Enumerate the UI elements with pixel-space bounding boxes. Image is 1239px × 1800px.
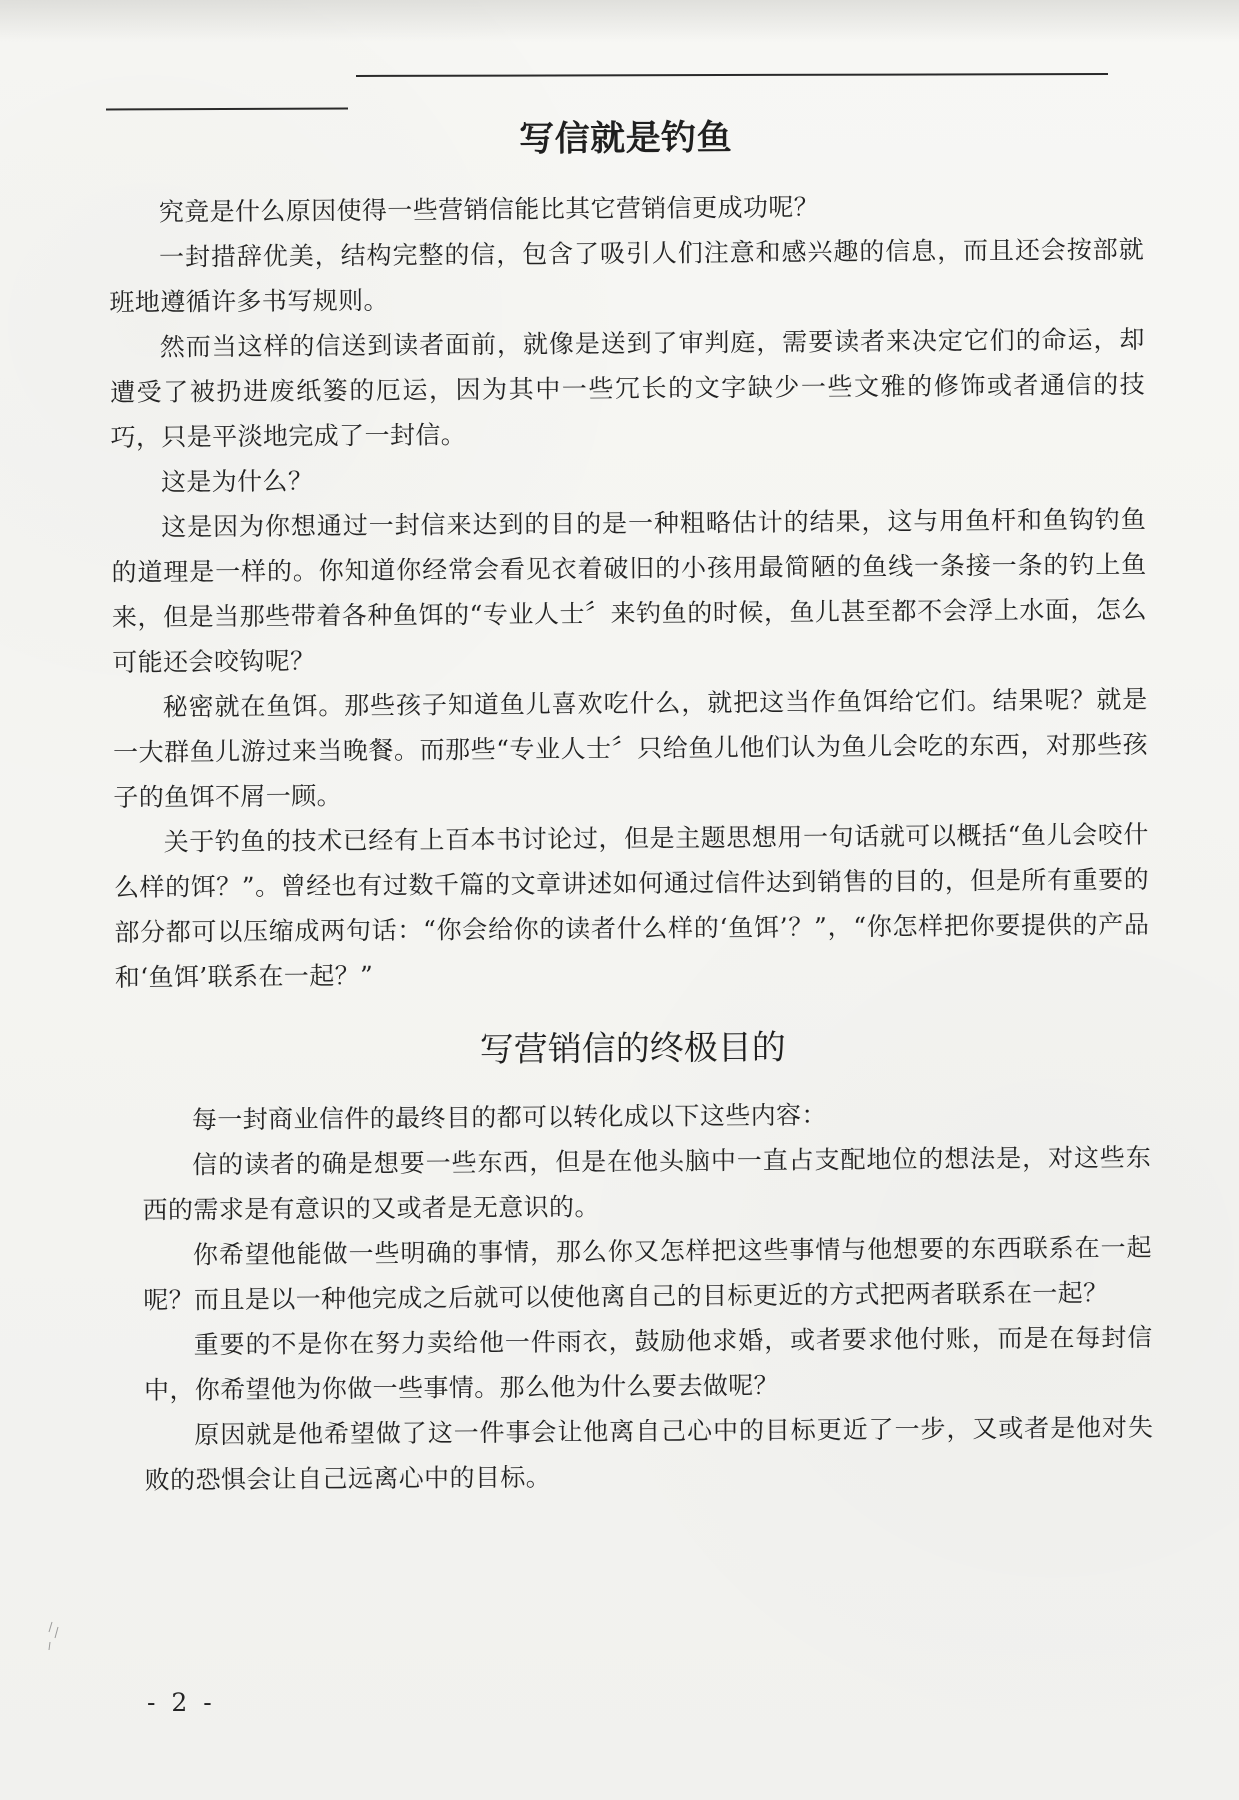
section-two-paragraph-2: 信的读者的确是想要一些东西，但是在他头脑中一直占支配地位的想法是，对这些东西的需求是有意识的又或者是无意识的。	[142, 1142, 1152, 1225]
first-section-body	[109, 182, 1150, 1000]
paragraph-3: 然而当这样的信送到读者面前，就像是送到了审判庭，需要读者来决定它们的命运，却遭受了被扔进废纸篓的厄运，因为其中一些冗长的文字缺少一些文雅的修饰或者通信的技巧，只是平淡地完成了一封信。	[110, 324, 1146, 452]
scan-shadow	[0, 0, 1239, 42]
paragraph-6: 秘密就在鱼饵。那些孩子知道鱼儿喜欢吃什么，就把这当作鱼饵给它们。结果呢？就是一大群鱼儿游过来当晚餐。而那些“专业人士〞只给鱼儿他们认为鱼儿会吃的东西，对那些孩子的鱼饵不屑一顾。	[112, 684, 1149, 812]
header-rule-long	[356, 73, 1108, 77]
paragraph-4: 这是为什么？	[160, 466, 314, 497]
paragraph-1: 究竟是什么原因使得一些营销信能比其它营销信更成功呢？	[158, 192, 820, 227]
document-content	[108, 108, 1154, 1503]
paragraph-5: 这是因为你想通过一封信来达到的目的是一种粗略估计的结果，这与用鱼杆和鱼钩钓鱼的道理是一样的。你知道你经常会看见衣着破旧的小孩用最简陋的鱼线一条接一条的钓上鱼来，但是当那些带着各种鱼饵的“专业人士〞来钓鱼的时候，鱼儿甚至都不会浮上水面，怎么可能还会咬钩呢？	[111, 504, 1148, 677]
document-title: 写信就是钓鱼	[519, 118, 733, 160]
header-rule-short	[106, 107, 348, 110]
section-two-paragraph-5: 原因就是他希望做了这一件事会让他离自己心中的目标更近了一步，又或者是他对失败的恐惧会让自己远离心中的目标。	[144, 1412, 1154, 1495]
section-two-paragraph-3: 你希望他能做一些明确的事情，那么你又怎样把这些事情与他想要的东西联系在一起呢？而且是以一种他完成之后就可以使他离自己的目标更近的方式把两者联系在一起？	[143, 1232, 1153, 1315]
paragraph-2: 一封措辞优美，结构完整的信，包含了吸引人们注意和感兴趣的信息，而且还会按部就班地遵循许多书写规则。	[109, 234, 1145, 317]
section-two-paragraph-4: 重要的不是你在努力卖给他一件雨衣，鼓励他求婚，或者要求他付账，而是在每封信中，你希望他为你做一些事情。那么他为什么要去做呢？	[143, 1322, 1153, 1405]
page-number: - 2 -	[147, 1688, 216, 1717]
section-two-title: 写营销信的终极目的	[479, 1027, 786, 1071]
second-section-body	[142, 1090, 1154, 1503]
scan-marks	[44, 1620, 64, 1656]
paragraph-7: 关于钓鱼的技术已经有上百本书讨论过，但是主题思想用一句话就可以概括“鱼儿会咬什么样的饵？”。曾经也有过数千篇的文章讲述如何通过信件达到销售的目的，但是所有重要的部分都可以压缩成两句话：“你会给你的读者什么样的‘鱼饵’？”，“你怎样把你要提供的产品和‘鱼饵’联系在一起？”	[113, 819, 1150, 992]
section-two-paragraph-1: 每一封商业信件的最终目的都可以转化成以下这些内容：	[191, 1100, 827, 1135]
